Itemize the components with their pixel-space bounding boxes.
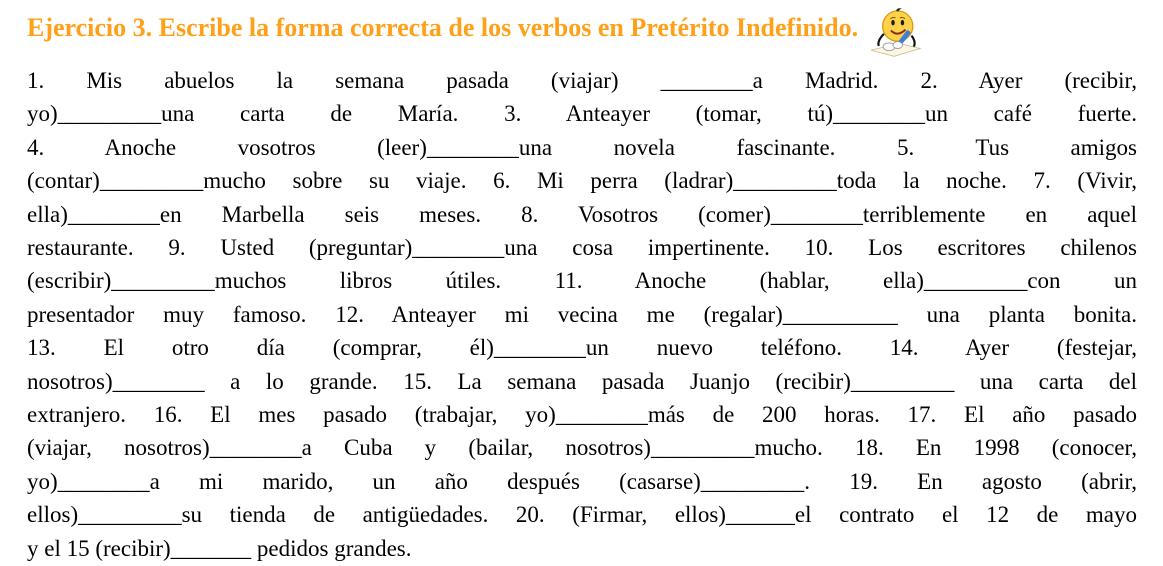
title-row: [27, 12, 1137, 62]
exercise-line: yo)_________una carta de María. 3. Anteayer (tomar, tú)________un café fuerte.: [27, 101, 1137, 127]
exercise-line: (viajar, nosotros)________a Cuba y (bailar, nosotros)_________mucho. 18. En 1998 (conocer,: [27, 435, 1137, 461]
exercise-line: nosotros)________ a lo grande. 15. La semana pasada Juanjo (recibir)_________ una carta del: [27, 368, 1137, 394]
exercise-line: 4. Anoche vosotros (leer)________una novela fascinante. 5. Tus amigos: [27, 134, 1137, 160]
exercise-line: (escribir)_________muchos libros útiles. 11. Anoche (hablar, ella)_________con un: [27, 268, 1137, 294]
exercise-paragraph: [27, 64, 1137, 565]
exercise-line: extranjero. 16. El mes pasado (trabajar, yo)________más de 200 horas. 17. El año pasado: [27, 402, 1137, 428]
exercise-line: (contar)_________mucho sobre su viaje. 6. Mi perra (ladrar)_________toda la noche. 7. (Vivir,: [27, 168, 1137, 194]
exercise-line: ella)________en Marbella seis meses. 8. Vosotros (comer)________terriblemente en aquel: [27, 201, 1137, 227]
exercise-line: 13. El otro día (comprar, él)________un nuevo teléfono. 14. Ayer (festejar,: [27, 335, 1137, 361]
exercise-line: presentador muy famoso. 12. Anteayer mi vecina me (regalar)__________ una planta bonita.: [27, 301, 1137, 327]
exercise-line: 1. Mis abuelos la semana pasada (viajar) ________a Madrid. 2. Ayer (recibir,: [27, 68, 1137, 93]
exercise-line: y el 15 (recibir)_______ pedidos grandes.: [27, 535, 412, 561]
exercise-line: restaurante. 9. Usted (preguntar)________una cosa impertinente. 10. Los escritores chilenos: [27, 235, 1137, 261]
exercise-title: Ejercicio 3. Escribe la forma correcta de los verbos en Pretérito Indefinido.: [27, 13, 859, 42]
writing-smiley-icon: [870, 8, 922, 63]
exercise-line: yo)________a mi marido, un año después (casarse)_________. 19. En agosto (abrir,: [27, 468, 1137, 494]
exercise-line: ellos)_________su tienda de antigüedades. 20. (Firmar, ellos)______el contrato el 12 de mayo: [27, 502, 1137, 528]
